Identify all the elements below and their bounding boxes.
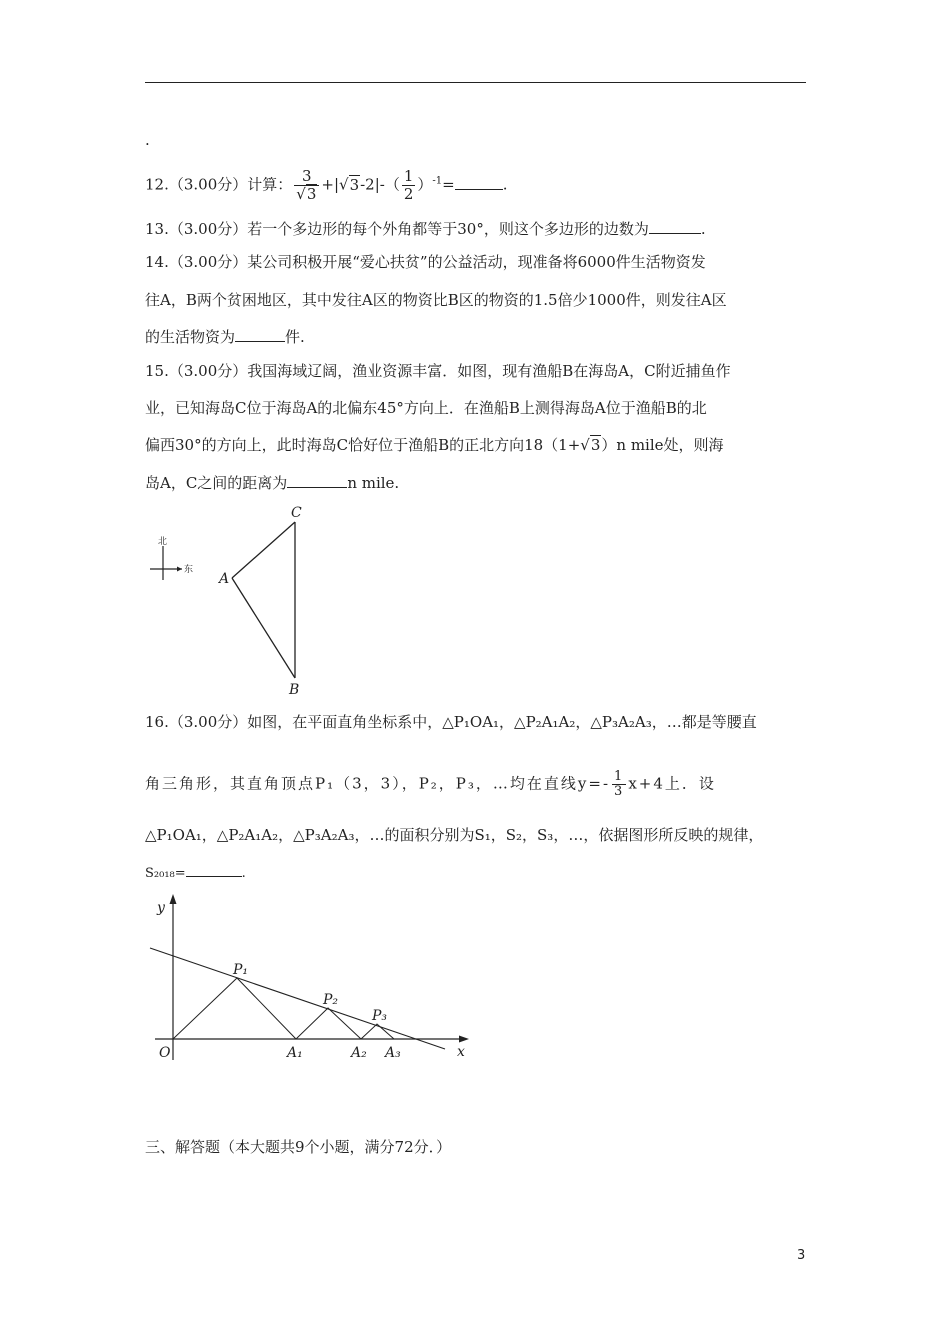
q16-line4-post: . <box>241 866 246 881</box>
label-a1: A₁ <box>287 1045 303 1061</box>
question-16-line3: △P₁OA₁，△P₂A₁A₂，△P₃A₂A₃，…的面积分别为S₁，S₂，S₃，…，依据图形所反映的规律， <box>145 826 764 844</box>
label-p2: P₂ <box>323 992 339 1008</box>
question-16-line1: 16.（3.00分）如图，在平面直角坐标系中，△P₁OA₁，△P₂A₁A₂，△P₃A₂A₃，…都是等腰直 <box>145 713 757 731</box>
q15-line3-post: ）n mile处，则海 <box>601 436 724 454</box>
segment-ac <box>232 522 295 578</box>
q15-answer-blank[interactable] <box>287 473 347 488</box>
figure-q15 <box>145 500 345 700</box>
question-15-line3: 偏西30°的方向上，此时海岛C恰好位于渔船B的正北方向18（1+√3）n mile处，则海 <box>145 436 724 454</box>
q14-line3-pre: 的生活物资为 <box>145 328 236 346</box>
question-15-line1: 15.（3.00分）我国海域辽阔，渔业资源丰富．如图，现有渔船B在海岛A，C附近捕鱼作 <box>145 362 731 380</box>
page-number: 3 <box>797 1248 806 1263</box>
compass-icon <box>150 535 193 580</box>
q12-half-den: 2 <box>403 185 414 203</box>
label-o: O <box>159 1045 171 1061</box>
q12-frac-num: 3 <box>302 167 312 185</box>
q16-line2-pre: 角三角形，其直角顶点P₁（3，3），P₂，P₃，…均在直线y=- <box>145 774 611 793</box>
q12-half-num: 1 <box>403 167 414 185</box>
q12-answer-blank[interactable] <box>455 175 503 190</box>
q12-minus: -2|-（ <box>360 175 400 194</box>
label-a2: A₂ <box>351 1045 367 1061</box>
q16-frac-num: 1 <box>614 769 625 784</box>
q12-fraction <box>294 168 319 203</box>
q12-half <box>402 168 416 203</box>
q12-close: ） <box>417 175 433 194</box>
q15-line4-pre: 岛A，C之间的距离为 <box>145 474 288 492</box>
question-14-line3 <box>145 327 305 347</box>
q12-frac-den: √3 <box>294 185 319 203</box>
q16-answer-blank[interactable] <box>186 862 242 877</box>
q12-abs-sqrt: 3 <box>349 175 360 194</box>
q12-end: . <box>502 175 508 194</box>
label-a3: A₃ <box>385 1045 401 1061</box>
q16-fraction <box>612 770 626 799</box>
q12-sqrt-value: 3 <box>306 185 317 203</box>
question-14-line2: 往A，B两个贫困地区，其中发往A区的物资比B区的物资的1.5倍少1000件，则发往A区 <box>145 291 727 309</box>
label-x: x <box>457 1044 465 1060</box>
q13-text: 13.（3.00分）若一个多边形的每个外角都等于30°，则这个多边形的边数为 <box>145 220 649 238</box>
q12-equals: = <box>442 175 455 194</box>
q12-prefix: 12.（3.00分）计算： <box>145 175 293 194</box>
q14-line3-post: 件. <box>285 328 305 346</box>
label-a: A <box>219 571 230 587</box>
label-p3: P₃ <box>372 1008 388 1024</box>
question-14-line1: 14.（3.00分）某公司积极开展“爱心扶贫”的公益活动，现准备将6000件生活物资发 <box>145 253 706 271</box>
q15-sqrt: 3 <box>590 436 601 454</box>
label-p1: P₁ <box>233 962 249 978</box>
q13-end: . <box>700 220 706 238</box>
triangle-1 <box>173 978 296 1039</box>
q12-exponent: -1 <box>432 175 443 187</box>
q16-line2-post: x+4上．设 <box>628 774 716 793</box>
q12-plus: +| <box>321 175 339 194</box>
section-3-heading: 三、解答题（本大题共9个小题，满分72分．） <box>145 1138 452 1156</box>
label-y: y <box>157 900 165 916</box>
q15-line3-pre: 偏西30°的方向上，此时海岛C恰好位于渔船B的正北方向18（1+ <box>145 436 581 454</box>
question-13 <box>145 219 706 239</box>
line-y-eq <box>150 948 445 1049</box>
question-12: 12.（3.00分）计算： $\frac{3}{√3}$ +|√3-2|-（ $\frac{1}{2}$ ）$^{-1}$= . <box>145 167 508 203</box>
stray-dot: . <box>145 131 150 149</box>
question-15-line4 <box>145 473 399 493</box>
compass-east: 东 <box>184 565 194 575</box>
label-b: B <box>289 682 300 698</box>
question-16-line4 <box>145 862 246 884</box>
x-axis-arrow <box>459 1036 469 1043</box>
q16-frac-den: 3 <box>614 784 625 799</box>
q14-answer-blank[interactable] <box>235 327 285 342</box>
q13-answer-blank[interactable] <box>649 219 701 234</box>
question-15-line2: 业，已知海岛C位于海岛A的北偏东45°方向上．在渔船B上测得海岛A位于渔船B的北 <box>145 399 707 417</box>
header-rule <box>145 82 806 83</box>
q16-line4-pre: S₂₀₁₈= <box>145 866 186 881</box>
label-c: C <box>291 505 302 521</box>
q15-line4-post: n mile. <box>347 474 400 492</box>
figure-q16 <box>145 890 485 1070</box>
question-16-line2 <box>145 770 716 799</box>
segment-ab <box>232 578 295 678</box>
triangle-2 <box>296 1008 361 1039</box>
compass-north: 北 <box>158 537 168 547</box>
y-axis-arrow <box>170 894 177 904</box>
